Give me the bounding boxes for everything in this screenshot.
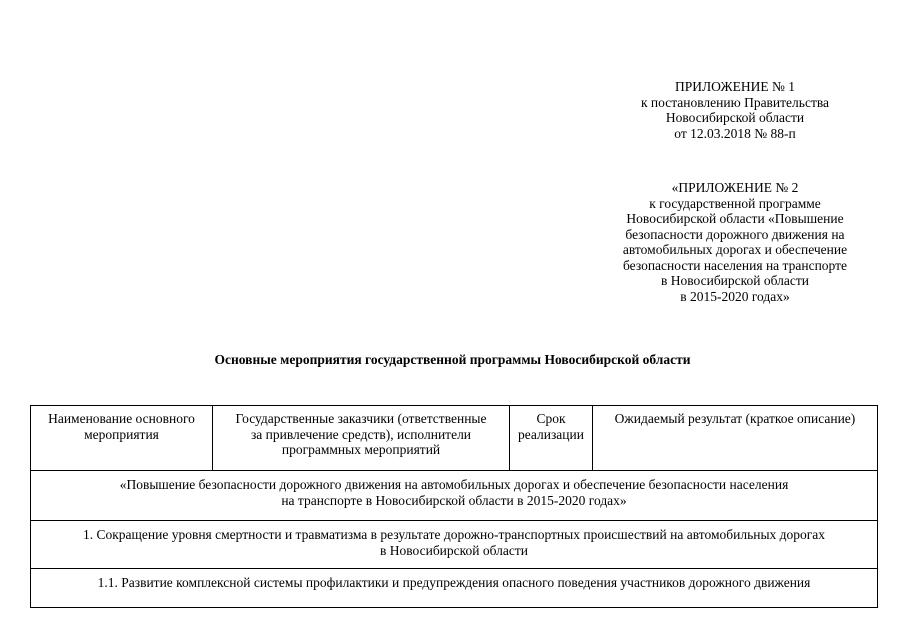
table-header-row [31, 406, 878, 471]
appendix-2-line: автомобильных дорогах и обеспечение [622, 242, 848, 257]
header-line: Ожидаемый результат (краткое описание) [614, 411, 856, 426]
table-row-subtask [31, 569, 878, 608]
appendix-2-line: «ПРИЛОЖЕНИЕ № 2 [671, 180, 799, 195]
task-cell [31, 521, 878, 569]
appendix-2-block [590, 180, 880, 304]
program-line: «Повышение безопасности дорожного движения на автомобильных дорогах и обеспечение безопасности населения [119, 477, 789, 492]
program-line: на транспорте в Новосибирской области в 2015-2020 годах» [281, 492, 627, 508]
header-line: Срок [536, 411, 566, 426]
document-title: Основные мероприятия государственной программы Новосибирской области [214, 352, 691, 367]
appendix-1-line: Новосибирской области [665, 110, 805, 125]
table-row-task [31, 521, 878, 569]
appendix-2-line: безопасности дорожного движения на [625, 226, 845, 242]
header-cell-expected-result [593, 406, 878, 471]
appendix-2-line: к государственной программе [649, 195, 821, 211]
subtask-line: 1.1. Развитие комплексной системы профилактики и предупреждения опасного поведения участников дорожного движения [97, 575, 811, 590]
appendix-2-line: в 2015-2020 годах» [680, 288, 790, 304]
appendix-1-line: к постановлению Правительства [640, 94, 830, 110]
program-cell [31, 471, 878, 521]
header-line: программных мероприятий [281, 442, 441, 457]
header-cell-measure-name [31, 406, 213, 471]
appendix-2-line: Новосибирской области «Повышение [626, 211, 844, 226]
header-cell-term [510, 406, 593, 471]
header-line: Государственные заказчики (ответственные [235, 411, 487, 426]
appendix-1-line: от 12.03.2018 № 88-п [674, 125, 796, 141]
header-line: реализации [518, 426, 584, 442]
table-row-program [31, 471, 878, 521]
appendix-1-line: ПРИЛОЖЕНИЕ № 1 [674, 79, 796, 94]
header-cell-customers [213, 406, 510, 471]
subtask-cell [31, 569, 878, 608]
measures-table [30, 405, 878, 608]
header-line: Наименование основного [48, 411, 195, 426]
task-line: в Новосибирской области [379, 542, 529, 558]
task-line: 1. Сокращение уровня смертности и травматизма в результате дорожно-транспортных происшествий на автомобильных дорогах [82, 527, 826, 542]
appendix-2-line: в Новосибирской области [660, 273, 810, 288]
header-line: за привлечение средств), исполнители [250, 426, 472, 442]
appendix-1-block [600, 79, 870, 141]
header-line: мероприятия [84, 426, 159, 442]
appendix-2-line: безопасности населения на транспорте [622, 257, 848, 273]
